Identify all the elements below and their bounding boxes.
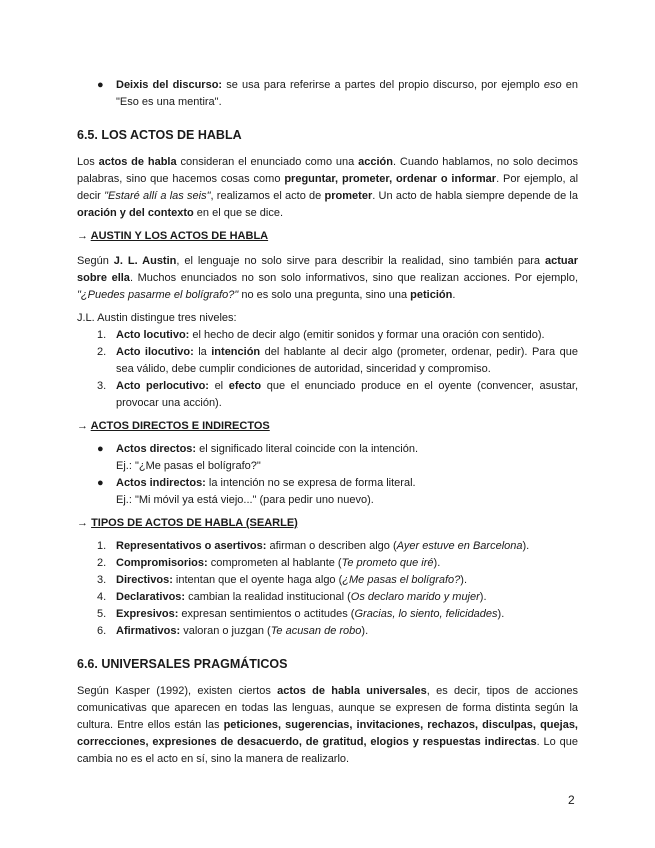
list-item: 1. Acto locutivo: el hecho de decir algo (emitir sonidos y formar una oración con sentido). (97, 329, 545, 341)
list-item: ● Actos directos: el significado literal coincide con la intención. Ej.: "¿Me pasas el bolígrafo?" (97, 443, 419, 472)
list-item: 5. Expresivos: expresan sentimientos o actitudes (Gracias, lo siento, felicidades). (97, 608, 505, 620)
arrow-icon: → (77, 420, 91, 432)
deixis-list (77, 77, 578, 111)
arrow-icon: → (77, 230, 91, 242)
subheading-tipos: → TIPOS DE ACTOS DE HABLA (SEARLE) (77, 517, 298, 529)
bullet-icon: ● (97, 477, 104, 489)
list-item: ● Actos indirectos: la intención no se expresa de forma literal. Ej.: "Mi móvil ya está viejo..." (para pedir uno nuevo). (97, 477, 416, 506)
list-item: 4. Declarativos: cambian la realidad institucional (Os declaro marido y mujer). (97, 591, 487, 603)
list-item: 6. Afirmativos: valoran o juzgan (Te acusan de robo). (97, 625, 369, 637)
section-heading-6-6: 6.6. UNIVERSALES PRAGMÁTICOS (77, 657, 288, 671)
arrow-icon: → (77, 517, 92, 529)
list-item: ● Deixis del discurso: se usa para referirse a partes del propio discurso, por ejemplo eso en "Eso es una mentira". (97, 79, 578, 108)
subheading-directos: → ACTOS DIRECTOS E INDIRECTOS (77, 420, 270, 432)
tipos-list (77, 538, 578, 640)
paragraph-austin: Según J. L. Austin, el lenguaje no solo sirve para describir la realidad, sino también para actuar sobre ella. Muchos enunciados no son solo informativos, sino que realizan acciones. Por ejemplo, "¿Puedes pasarme el bolígrafo?" no es solo una pregunta, sino una petición. (77, 255, 579, 301)
list-item: 1. Representativos o asertivos: afirman o describen algo (Ayer estuve en Barcelona). (97, 540, 530, 552)
list-item: 2. Compromisorios: comprometen al hablante (Te prometo que iré). (97, 557, 441, 569)
austin-intro: J.L. Austin distingue tres niveles: (77, 312, 237, 324)
bullet-icon: ● (97, 79, 104, 91)
deixis-term: Deixis del discurso: (116, 79, 223, 91)
list-item: 3. Directivos: intentan que el oyente haga algo (¿Me pasas el bolígrafo?). (97, 574, 468, 586)
list-item: 3. Acto perlocutivo: el efecto que el enunciado produce en el oyente (convencer, asustar, provocar una acción). (97, 380, 578, 409)
paragraph-actos-habla: Los actos de habla consideran el enunciado como una acción. Cuando hablamos, no solo decimos palabras, sino que hacemos cosas como preguntar, prometer, ordenar o informar. Por ejemplo, al decir "Estaré allí a las seis", realizamos el acto de prometer. Un acto de habla siempre depende de la oración y del contexto en el que se dice. (77, 156, 579, 219)
directos-list (77, 441, 578, 509)
page-number: 2 (568, 793, 575, 807)
paragraph-universales: Según Kasper (1992), existen ciertos actos de habla universales, es decir, tipos de acciones comunicativas que aparecen en todas las lenguas, aunque se expresen de forma distinta según la cultura. Entre ellos están las peticiones, sugerencias, invitaciones, rechazos, disculpas, quejas, correcciones, expresiones de desacuerdo, de gratitud, elogios y respuestas indirectas. Lo que cambia no es el acto en sí, sino la manera de realizarlo. (77, 685, 578, 765)
bullet-icon: ● (97, 443, 104, 455)
section-heading-6-5: 6.5. LOS ACTOS DE HABLA (77, 128, 242, 142)
austin-levels-list (77, 327, 578, 412)
list-item: 2. Acto ilocutivo: la intención del hablante al decir algo (prometer, ordenar, pedir). Para que sea válido, debe cumplir condiciones de autoridad, sinceridad y compromiso. (97, 346, 578, 375)
subheading-austin: → AUSTIN Y LOS ACTOS DE HABLA (77, 230, 269, 242)
